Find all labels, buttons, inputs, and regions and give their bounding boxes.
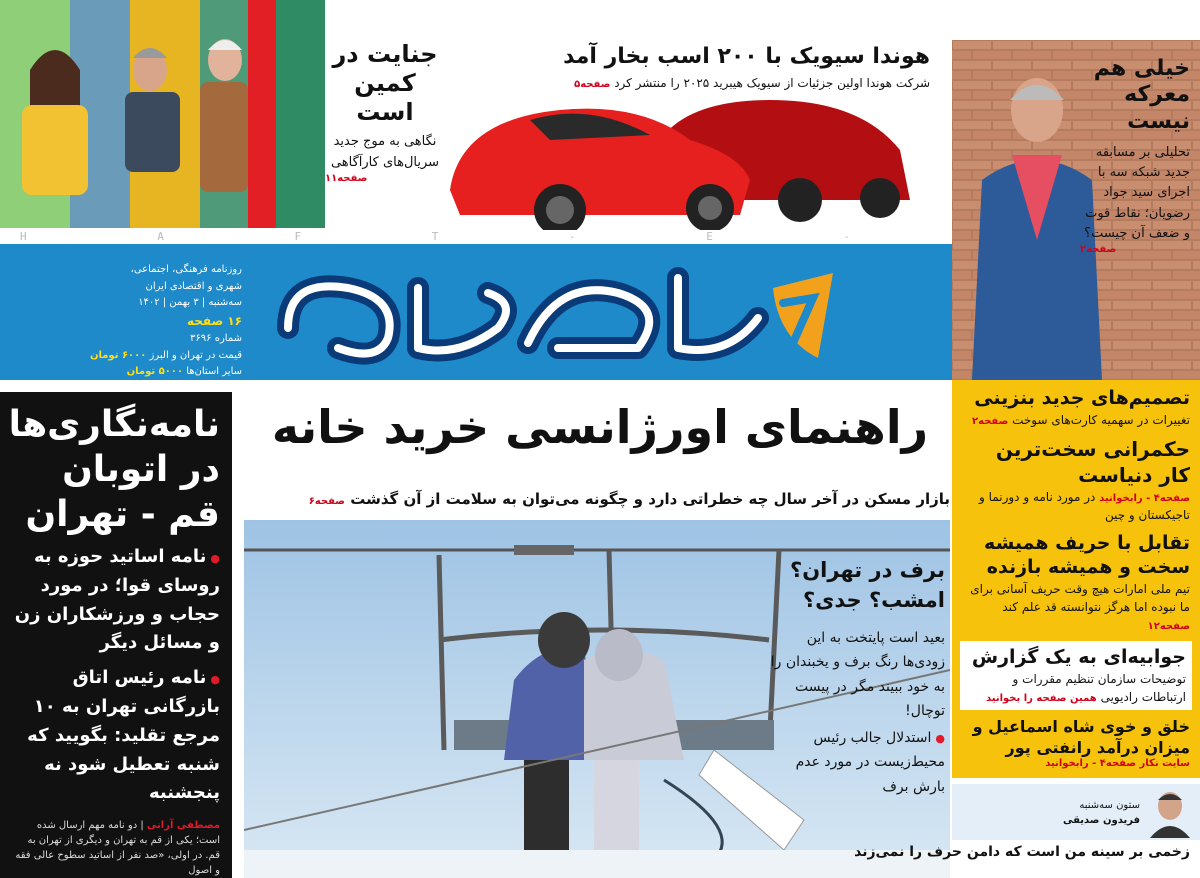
right-story-2-sub [962, 488, 1190, 524]
main-subheadline [245, 490, 950, 508]
right-story-1-page: صفحه۲ [972, 415, 1009, 427]
columnist-avatar [1146, 786, 1194, 838]
masthead-desc-1: روزنامه فرهنگی، اجتماعی، [130, 264, 242, 275]
right-story-4-title: جوابیه‌ای به یک گزارش [971, 646, 1186, 669]
masthead-price-1 [12, 348, 242, 365]
right-story-2[interactable] [962, 436, 1190, 524]
car-headline[interactable]: هوندا سیویک با ۲۰۰ اسب بخار آمد [563, 44, 930, 69]
masthead-date: سه‌شنبه | ۳ بهمن | ۱۴۰۲ [138, 297, 242, 308]
poster-page-ref: صفحه۱۱ [325, 172, 368, 184]
price-2-label: سایر استان‌ها [186, 366, 242, 378]
poster-title: جنایت در کمین است [332, 40, 438, 126]
feature-title: خیلی هم معرکه نیست [1093, 56, 1190, 134]
right-story-3-page: صفحه۱۲ [1147, 621, 1190, 633]
feature-page-ref: صفحه۲ [1080, 243, 1117, 255]
price-1-value: ۶۰۰۰ تومان [89, 349, 147, 361]
right-story-5-page: سایت نکار صفحه۴ - رابخوانید [1045, 758, 1190, 770]
car-subtitle [574, 76, 930, 90]
right-story-2-sub-text: در مورد نامه و دورنما و تاجیکستان و چین [979, 489, 1190, 522]
main-page-ref: صفحه۶ [308, 496, 345, 507]
masthead-pages: ۱۶ صفحه [187, 313, 242, 328]
column-author: فریدون صدیقی [1062, 815, 1140, 826]
haft-e-sobh-logo[interactable] [258, 248, 858, 373]
left-body: مصطفی آرانی | دو نامه مهم ارسال شده است؛ یکی از قم به تهران و دیگری از تهران به قم. در اولی، «صد نفر از اساتید سطوح عالی فقه و اصول [15, 820, 220, 877]
car-page-ref: صفحه۵ [574, 79, 611, 90]
right-story-2-page: صفحه۴ - رابخوانید [1099, 492, 1190, 504]
right-story-4-sub-text: توضیحات سازمان تنظیم مقررات و ارتباطات رادیویی [1012, 671, 1186, 704]
column-body: زخمی بر سینه من است که دامن حرف را نمی‌زند [854, 844, 1190, 860]
column-label-text: ستون سه‌شنبه [1079, 800, 1140, 811]
left-item-2: ● نامه رئیس اتاق بازرگانی تهران به ۱۰ مرجع تقلید: بگویید که شنبه تعطیل شود نه پنجشنبه [12, 664, 220, 808]
right-story-3[interactable] [962, 531, 1190, 634]
right-story-4-page: همین صفحه را بخوانید [985, 692, 1097, 704]
right-story-5-title: خلق و خوی شاه اسماعیل و میزان درآمد رانفتی پور [972, 716, 1190, 757]
car-subtitle-text: شرکت هوندا اولین جزئیات از سیویک هیبرید ۲۰۲۵ را منتشر کرد [614, 76, 930, 90]
right-story-4[interactable] [960, 641, 1192, 710]
feature-teaser[interactable] [1080, 56, 1190, 255]
photo-item: ● استدلال جالب رئیس محیط‌زیست در مورد عدم بارش برف [765, 726, 945, 800]
column-label [1063, 798, 1140, 828]
masthead-issue: شماره ۳۶۹۶ [190, 333, 242, 345]
series-poster-image [0, 0, 325, 228]
poster-subtitle: نگاهی به موج جدید سریال‌های کارآگاهی [330, 134, 440, 170]
feature-subtitle: تحلیلی بر مسابقه جدید شبکه سه با اجرای سید جواد رضویان؛ نقاط قوت و ضعف آن چیست؟ [1084, 145, 1190, 241]
poster-teaser[interactable] [325, 40, 445, 230]
left-author: مصطفی آرانی [146, 820, 220, 832]
right-column [952, 380, 1200, 778]
right-story-1[interactable] [962, 386, 1190, 429]
right-story-1-sub [962, 411, 1190, 429]
right-story-3-sub-text: تیم ملی امارات هیچ وقت حریف آسانی برای ما نبوده اما هرگز نتوانسته قد علم کند [970, 582, 1190, 615]
left-body-text: دو نامه مهم ارسال شده است؛ یکی از قم به تهران و دیگری از تهران به قم. در اولی، «صد نفر از اساتید سطوح عالی فقه و اصول [15, 820, 220, 877]
masthead-latin-strip: H A F T - E - [0, 230, 952, 244]
price-2-value: ۵۰۰۰ تومان [126, 366, 184, 378]
left-column[interactable] [0, 392, 232, 878]
right-story-1-sub-text: تغییرات در سهمیه کارت‌های سوخت [1012, 412, 1190, 427]
masthead-desc-2: شهری و اقتصادی ایران [145, 280, 242, 292]
right-story-3-title: تقابل با حریف همیشه سخت و همیشه بازنده [984, 531, 1190, 579]
right-story-5[interactable] [962, 717, 1190, 770]
main-headline[interactable]: راهنمای اورژانسی خرید خانه [271, 400, 929, 454]
right-story-1-title: تصمیم‌های جدید بنزینی [974, 387, 1190, 409]
right-story-3-sub [962, 580, 1190, 634]
price-1-label: قیمت در تهران و البرز [149, 349, 242, 361]
masthead-price-2 [12, 364, 242, 381]
right-story-2-title: حکمرانی سخت‌ترین کار دنیاست [995, 436, 1190, 487]
right-story-4-sub [966, 670, 1186, 706]
left-item-1: ● نامه اساتید حوزه به روسای قوا؛ در مورد حجاب و ورزشکاران زن و مسائل دیگر [12, 543, 220, 658]
left-column-title: نامه‌نگاری‌ها در اتوبان قم - تهران [8, 404, 220, 535]
photo-teaser[interactable] [765, 555, 945, 799]
main-subheadline-text: بازار مسکن در آخر سال چه خطراتی دارد و چگونه می‌توان به سلامت از آن گذشت [350, 490, 950, 508]
photo-body: بعید است پایتخت به این زودی‌ها رنگ برف و یخبندان را به خود ببیند مگر در پیست توچال! [770, 629, 945, 720]
masthead-info [12, 262, 242, 381]
photo-title: برف در تهران؟ امشب؟ جدی؟ [790, 558, 945, 613]
